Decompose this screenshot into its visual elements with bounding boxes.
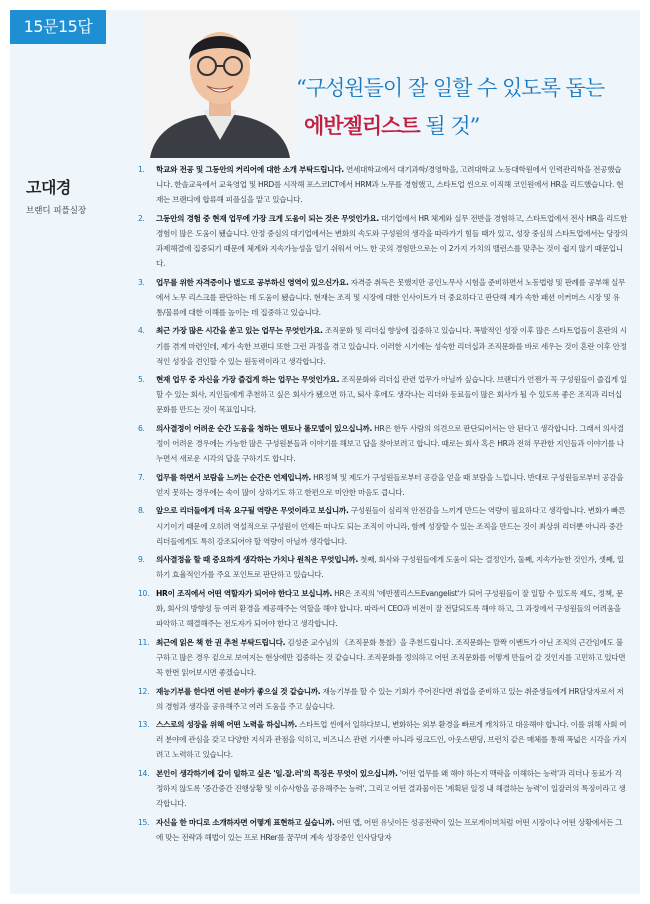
qa-item (138, 635, 628, 680)
qa-item (138, 470, 628, 500)
qa-item (138, 684, 628, 714)
qa-question: 업무를 하면서 보람을 느끼는 순간은 언제입니까. (156, 472, 312, 482)
qa-answer: 첫째, 회사와 구성원들에게 도움이 되는 결정인가, 둘째, 지속가능한 것인가, 셋째, 일하기 효율적인가를 주요 포인트로 판단하고 있습니다. (156, 555, 624, 580)
qa-body (156, 421, 628, 466)
qa-answer: '어떤 업무를 왜 해야 하는지 맥락을 이해하는 능력'과 리더나 동료가 걱정하지 않도록 '중간중간 진행상황 및 이슈사항을 공유해주는 능력', 그리고 어떤 결과물이든 '계획된 일정 내 해결하는 능력'이 일잘러의 특징이라고 생각합니다. (156, 768, 626, 809)
qa-answer: HR정책 및 제도가 구성원들로부터 공감을 얻을 때 보람을 느낍니다. 반대로 구성원들로부터 공감을 얻지 못하는 경우에는 속이 많이 상하기도 하고 한편으로 미안한 마음도 큽니다. (156, 472, 624, 497)
qa-body (156, 586, 628, 631)
qa-body (156, 552, 628, 582)
qa-body (156, 815, 628, 845)
qa-question: 그동안의 경험 중 현재 업무에 가장 크게 도움이 되는 것은 무엇인가요. (156, 213, 380, 223)
qa-answer: 재능기부를 할 수 있는 기회가 주어진다면 취업을 준비하고 있는 취준생들에게 HR담당자로서 저의 경험과 생각을 공유해주고 여러 도움을 주고 싶습니다. (156, 686, 624, 711)
quote-line-2 (304, 110, 626, 140)
interviewee-role: 브랜디 피플실장 (26, 206, 87, 216)
qa-body (156, 717, 628, 762)
qa-number: 12. (138, 686, 150, 696)
qa-question: 스스로의 성장을 위해 어떤 노력을 하십니까. (156, 720, 297, 730)
qa-answer: 조직문화 및 리더십 향상에 집중하고 있습니다. 폭발적인 성장 이후 많은 스타트업들이 혼란의 시기를 겪게 마련인데, 제가 속한 브랜디 또한 그런 과정을 겪고 있습니다. 이러한 시기에는 성숙한 리더십과 조직문화를 바로 세우는 것이 혼란 이후 안정적인 성장을 견인할 수 있는 원동력이라고 생각합니다. (156, 326, 627, 366)
qa-item (138, 586, 628, 631)
interviewee-photo (145, 10, 295, 158)
qa-answer: 연세대학교에서 대기과학/경영학을, 고려대학교 노동대학원에서 인력관리학을 전공했습니다. 한솔교육에서 교육영업 및 HRD를 시작해 포스코ICT에서 HRM과 노무를 경험했고, 스타트업 씬으로 이직해 코인원에서 HR을 리드했습니다. 현재는 브랜디에 합류해 피플실을 맡고 있습니다. (156, 165, 624, 205)
qa-item (138, 503, 628, 548)
qa-item (138, 323, 628, 368)
qa-item (138, 162, 628, 207)
qa-body (156, 323, 628, 368)
qa-number: 11. (138, 637, 150, 647)
qa-number: 15. (138, 817, 150, 827)
qa-answer: 대기업에서 HR 체계와 실무 전반을 경험하고, 스타트업에서 전사 HR을 리드한 경험이 많은 도움이 됐습니다. 안정 중심의 대기업에서는 변화의 속도와 구성원의 생각을 따라가기 힘들 때가 있고, 성장 중심의 스타트업에서는 당장의 과제해결에 집중되기 때문에 체계와 지속가능성을 일기 쉬워서 어느 한 곳의 경험만으로는 이 2가지 가치의 밸런스를 맞추는 것이 쉽지 않기 때문입니다. (156, 213, 628, 269)
qa-question: HR이 조직에서 어떤 역할자가 되어야 한다고 보십니까. (156, 588, 332, 598)
qa-body (156, 503, 628, 548)
qa-answer: 조직문화와 리더십 관련 업무가 아닐까 싶습니다. 브랜디가 언젠가 꼭 구성원들이 즐겁게 일할 수 있는 회사, 지인들에게 추천하고 싶은 회사가 됐으면 하고, 퇴사 후에도 생각나는 리더와 동료들이 많은 회사가 될 수 있도록 좋은 조직과 리더십 문화를 만드는 것이 목표입니다. (156, 375, 627, 415)
portrait-illustration (145, 10, 295, 158)
qa-body (156, 766, 628, 811)
qa-number: 14. (138, 768, 150, 778)
qa-question: 앞으로 리더들에게 더욱 요구될 역량은 무엇이라고 보십니까. (156, 506, 349, 516)
qa-item (138, 211, 628, 271)
profile-block (26, 175, 136, 216)
qa-question: 의사결정을 할 때 중요하게 생각하는 가치나 원칙은 무엇입니까. (156, 555, 358, 565)
qa-body (156, 211, 628, 271)
qa-item (138, 766, 628, 811)
qa-question: 학교와 전공 및 그동안의 커리어에 대한 소개 부탁드립니다. (156, 165, 344, 174)
qa-question: 최근에 읽은 책 한 권 추천 부탁드립니다. (156, 637, 286, 647)
qa-answer: 자격증 취득은 못했지만 공인노무사 시험을 준비하면서 노동법령 및 판례를 공부해 실무에서 노무 리스크를 판단하는 데 도움이 됐습니다. 현재는 조직 및 시장에 대한 인사이트가 더 중요하다고 판단해 제가 속한 패션 이커머스 시장 및 유통/물류에 대한 이해를 높이는 데 집중하고 있습니다. (156, 277, 626, 317)
qa-item (138, 815, 628, 845)
qa-answer: HR은 조직의 '에반젤리스트Evangelist'가 되어 구성원들이 잘 일할 수 있도록 제도, 정책, 문화, 회사의 방향성 등 여러 환경을 제공해주는 역할을 해야 합니다. 따라서 CEO과 비전이 잘 전달되도록 해야 하고, 그 과정에서 구성원들의 어려움을 파악하고 해결해주는 전도자가 되어야 한다고 생각합니다. (156, 588, 624, 629)
qa-question: 의사결정이 어려운 순간 도움을 청하는 멘토나 롤모델이 있으십니까. (156, 424, 372, 433)
qa-number: 4. (138, 326, 145, 336)
qa-item (138, 717, 628, 762)
quote-highlight: 에반젤리스트 (304, 113, 420, 138)
qa-item (138, 275, 628, 320)
qa-item (138, 372, 628, 417)
qa-question: 최근 가장 많은 시간을 쏟고 있는 업무는 무엇인가요. (156, 326, 323, 336)
qa-item (138, 421, 628, 466)
qa-question: 재능기부를 한다면 어떤 분야가 좋으실 것 같습니까. (156, 686, 321, 696)
qa-number: 3. (138, 277, 145, 287)
qa-number: 2. (138, 213, 145, 223)
qa-body (156, 684, 628, 714)
quote-line-2-rest: 될 것” (419, 114, 480, 138)
quote-line-1: “구성원들이 잘 일할 수 있도록 돕는 (296, 76, 605, 100)
headline-quote (296, 72, 626, 140)
qa-number: 1. (138, 165, 145, 174)
qa-item (138, 552, 628, 582)
qa-body (156, 162, 628, 207)
qa-answer: HR은 한두 사람의 의견으로 판단되어서는 안 된다고 생각합니다. 그래서 의사결정이 어려운 경우에는 가능한 많은 구성원분들과 이야기를 해보고 답을 찾아보려고 합니다. 때로는 회사 혹은 HR과 전혀 무관한 지인들과 이야기를 나누면서 새로운 시각의 답을 구하기도 합니다. (156, 424, 624, 464)
qa-question: 자신을 한 마디로 소개하자면 어떻게 표현하고 싶습니까. (156, 817, 335, 827)
qa-list (138, 162, 628, 848)
qa-number: 7. (138, 472, 145, 482)
interviewee-name: 고대경 (26, 178, 71, 197)
qa-answer: 어떤 맵, 어떤 유닛이든 성공전략이 있는 프로게이머처럼 어떤 시장이나 어떤 상황에서든 그에 맞는 전략과 해법이 있는 프로 HRer를 꿈꾸며 계속 성장중인 인사담당자 (156, 817, 623, 842)
qa-number: 13. (138, 720, 150, 730)
qa-answer: 스타트업 씬에서 일하다보니, 변화하는 외부 환경을 빠르게 캐치하고 대응해야 합니다. 이를 위해 사회 여러 분야에 관심을 갖고 다양한 지식과 관점을 익히고, 비즈니스 관련 기사뿐 아니라 링크드인, 아웃스탠딩, 브런치 같은 매체를 통해 폭넓은 시각을 가지려고 노력하고 있습니다. (156, 720, 627, 760)
qa-answer: 김성준 교수님의 《조직문화 통찰》을 추천드립니다. 조직문화는 깜짝 이벤트가 아닌 조직의 근간임에도 불구하고 많은 경우 겉으로 보여지는 현상에만 집중하는 것 같습니다. 조직문화를 정의하고 어떤 조직문화를 어떻게 만들어 갈 것인지를 고민하고 있다면 꼭 한번 읽어보시면 좋겠습니다. (156, 637, 626, 677)
qa-number: 5. (138, 375, 145, 385)
qa-body (156, 470, 628, 500)
qa-body (156, 372, 628, 417)
qa-number: 10. (138, 588, 150, 598)
qa-number: 9. (138, 555, 145, 565)
qa-number: 8. (138, 506, 145, 516)
qa-answer: 구성원들이 심리적 안전감을 느끼게 만드는 역량이 필요하다고 생각합니다. 변화가 빠른 시기이기 때문에 오히려 역설적으로 구성원이 언제든 떠나도 되는 조직이 아니라, 함께 성장할 수 있는 조직을 만드는 것이 최상위 리더뿐 아니라 중간리더들에게도 특히 강조되어야 할 역량이 아닐까 생각합니다. (156, 506, 626, 546)
qa-question: 업무를 위한 자격증이나 별도로 공부하신 영역이 있으신가요. (156, 277, 349, 287)
qa-question: 현재 업무 중 자신을 가장 즐겁게 하는 업무는 무엇인가요. (156, 375, 340, 385)
qa-number: 6. (138, 424, 145, 433)
series-badge: 15문15답 (10, 10, 106, 44)
qa-body (156, 635, 628, 680)
qa-question: 본인이 생각하기에 같이 일하고 싶은 '일.잘.러'의 특징은 무엇이 있으십니까. (156, 768, 398, 778)
qa-body (156, 275, 628, 320)
